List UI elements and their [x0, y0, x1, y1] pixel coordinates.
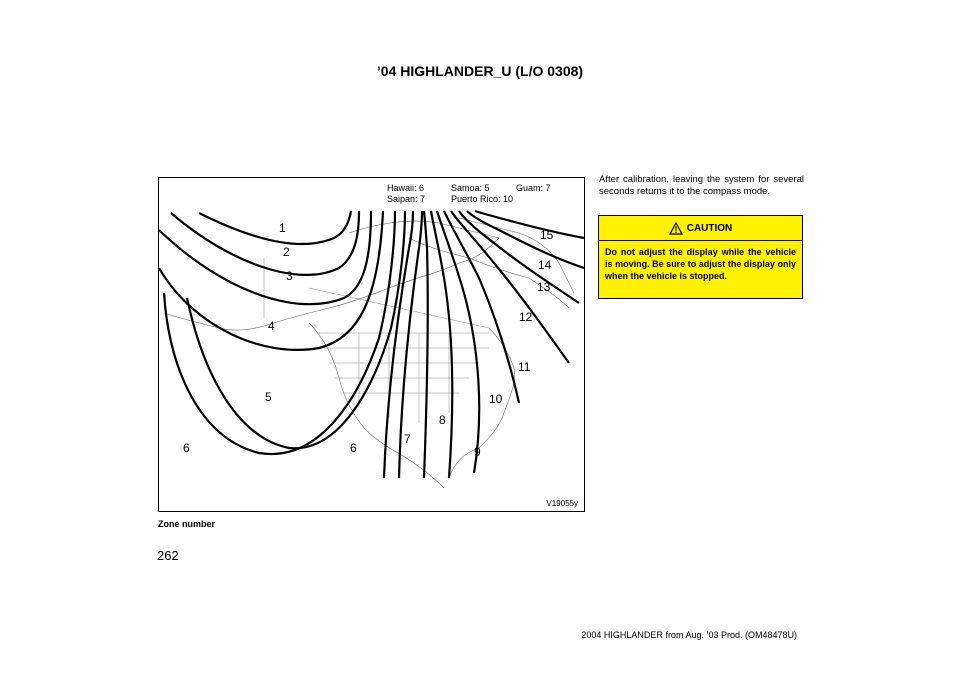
zone-label: 1	[279, 221, 286, 235]
caution-header	[599, 216, 802, 241]
zone-label: 2	[283, 245, 290, 259]
zone-label: 12	[519, 310, 533, 324]
page-number: 262	[157, 548, 179, 563]
zone-label: 4	[268, 319, 275, 333]
zone-label: 3	[286, 269, 293, 283]
zone-label: 13	[537, 280, 551, 294]
zone-line	[444, 211, 519, 403]
zone-label: 8	[439, 413, 446, 427]
zone-label: 6	[350, 441, 357, 455]
zone-label: 9	[474, 445, 481, 459]
figure-caption: Zone number	[158, 519, 216, 529]
caution-title: CAUTION	[686, 222, 733, 234]
zone-line	[159, 211, 371, 304]
legend-guam: Guam: 7	[516, 183, 551, 193]
legend-saipan: Saipan: 7	[387, 194, 426, 204]
zone-line	[164, 211, 395, 454]
zone-line	[171, 211, 359, 275]
body-paragraph: After calibration, leaving the system for several seconds returns it to the compass mode.	[599, 174, 804, 197]
zone-label: 15	[540, 228, 554, 242]
zone-line	[475, 211, 584, 238]
caution-text: Do not adjust the display while the vehicle is moving. Be sure to adjust the display only when the vehicle is stopped.	[605, 247, 796, 281]
legend-puerto-rico: Puerto Rico: 10	[451, 194, 514, 204]
zone-line	[459, 211, 579, 303]
zone-legend	[387, 183, 551, 205]
zone-label: 14	[538, 258, 552, 272]
zone-line	[437, 211, 479, 473]
figure-id: V19055y	[546, 499, 578, 508]
zone-label: 10	[489, 392, 503, 406]
zone-label: 11	[518, 360, 531, 374]
warning-triangle-icon	[669, 222, 683, 235]
header-title: ’04 HIGHLANDER_U (L/O 0308)	[376, 63, 584, 79]
zone-line	[467, 211, 584, 268]
footer-text: 2004 HIGHLANDER from Aug. ’03 Prod. (OM48478U)	[581, 630, 797, 640]
zone-map	[159, 178, 585, 512]
caution-box	[598, 215, 803, 299]
legend-samoa: Samoa: 5	[451, 183, 490, 193]
zone-label: 7	[404, 432, 411, 446]
zone-line	[199, 211, 351, 244]
legend-hawaii: Hawaii: 6	[387, 183, 425, 193]
zone-label: 5	[265, 390, 272, 404]
zone-label: 6	[183, 441, 190, 455]
zone-map-figure	[158, 177, 585, 512]
zone-line	[424, 211, 428, 478]
